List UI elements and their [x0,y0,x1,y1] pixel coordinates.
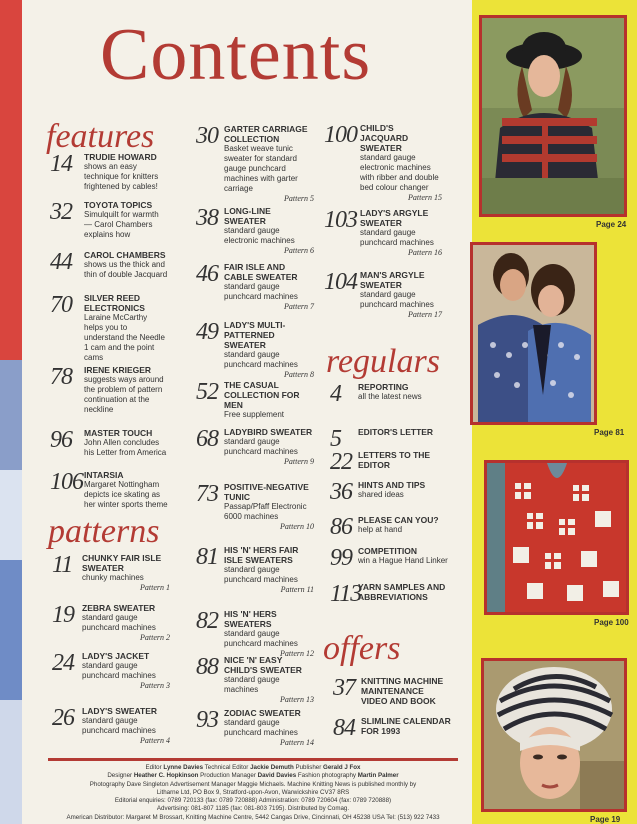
contents-entry [330,514,448,540]
page-number: 4 [330,381,341,407]
entry-title: HINTS AND TIPS [358,480,426,490]
contents-entry [333,676,451,706]
credits-rule [48,758,458,761]
entry-description: standard gauge machines [224,675,280,694]
pattern-number: Pattern 5 [284,194,314,203]
photo-page-100 [484,460,629,615]
contents-entry [50,470,168,510]
entry-description: standard gauge punchcard machines [224,718,298,737]
pattern-number: Pattern 16 [408,248,442,257]
contents-entry [196,320,314,380]
entry-title: POSITIVE-NEGATIVE TUNIC [224,482,309,502]
entry-description: shows us the thick and thin of double Jacquard [84,260,168,279]
entry-description: Laraine McCarthy helps you to understand the Needle 1 cam and the point cams [84,313,165,362]
pattern-number: Pattern 15 [408,193,442,202]
page-number: 78 [50,364,72,390]
page-number: 88 [196,654,218,680]
contents-entry [330,545,448,571]
pattern-number: Pattern 11 [280,585,314,594]
entry-description: standard gauge punchcard machines [360,228,434,247]
pattern-number: Pattern 9 [284,457,314,466]
entry-description: John Allen concludes his Letter from America [84,438,167,457]
page-number: 113 [330,581,362,607]
pattern-number: Pattern 3 [140,681,170,690]
entry-title: CHILD'S JACQUARD SWEATER [360,123,409,153]
entry-title: LADY'S ARGYLE SWEATER [360,208,429,228]
pattern-number: Pattern 7 [284,302,314,311]
pattern-number: Pattern 14 [280,738,314,747]
pattern-number: Pattern 6 [284,246,314,255]
page-number: 104 [324,269,357,295]
page-number: 36 [330,479,352,505]
photo-page-19 [481,658,627,812]
contents-entry [330,449,448,475]
entry-description: standard gauge punchcard machines [82,613,156,632]
entry-title: LADY'S JACKET [82,651,150,661]
contents-entry [196,545,314,595]
entry-title: HIS 'N' HERS FAIR ISLE SWEATERS [224,545,299,565]
contents-entry [52,651,170,691]
entry-title: INTARSIA [84,470,124,480]
page-number: 14 [50,151,72,177]
entry-description: standard gauge electronic machines with ribber and double bed colour changer [360,153,439,192]
entry-title: TOYOTA TOPICS [84,200,153,210]
page-number: 5 [330,426,341,452]
entry-title: FAIR ISLE AND CABLE SWEATER [224,262,298,282]
entry-title: GARTER CARRIAGE COLLECTION [224,124,308,144]
contents-entry [196,427,314,467]
contents-entry [196,609,314,659]
entry-title: LADY'S MULTI-PATTERNED SWEATER [224,320,286,350]
entry-description: all the latest news [358,392,422,401]
entry-title: LETTERS TO THE EDITOR [358,450,431,470]
section-patterns: patterns [48,513,160,550]
entry-description: chunky machines [82,573,144,582]
page-number: 46 [196,261,218,287]
entry-description: win a Hague Hand Linker [358,556,448,565]
entry-title: CHUNKY FAIR ISLE SWEATER [82,553,162,573]
entry-description: suggests ways around the problem of pattern continuation at the neckline [84,375,164,414]
jacquard-sweater-photo [487,463,626,612]
page-number: 81 [196,544,218,570]
entry-description: shows an easy technique for knitters frightened by cables! [84,162,159,191]
entry-description: standard gauge punchcard machines [224,565,298,584]
contents-entry [324,270,442,320]
page-number: 52 [196,379,218,405]
contents-entry [50,428,168,458]
pattern-number: Pattern 12 [280,649,314,658]
caption-page-81: Page 81 [594,428,625,437]
woman-in-hat-photo [482,18,624,214]
contents-entry [196,262,314,312]
entry-description: help at hand [358,525,403,534]
entry-description: standard gauge punchcard machines [82,661,156,680]
contents-entry [196,380,314,420]
contents-entry [330,426,448,452]
contents-entry [52,706,170,746]
page-number: 103 [324,207,357,233]
page-number: 82 [196,608,218,634]
credits: Editor Lynne Davies Technical Editor Jackie Demuth Publisher Gerald J Fox Designer Heather C. Hopkinson Production Manager David Davies Fashion photography Martin Palmer Photography Dave Singleton Advertisement Manager Maggie Michaels. Machine Knitting News is published monthly by Litharne Ltd, PO Box 9, Stratford-upon-Avon, Warwickshire CV37 8RS Editorial enquiries: 0789 720133 (fax: 0789 720888) Administration: 0789 720604 (fax: 0789 720888) Advertising: 081-807 1185 (fax: 081-803 7195). Distributed by Comag. American Distributor: Margaret M Brossart, Knitting Machine Centre, 5442 Cangas Drive, Cincinnati, OH 45238 USA Tel: (513) 922 7433 [66,764,440,821]
entry-title: TRUDIE HOWARD [84,152,157,162]
page-number: 84 [333,715,355,741]
entry-title: CAROL CHAMBERS [84,250,166,260]
entry-description: standard gauge punchcard machines [360,290,434,309]
section-regulars: regulars [326,343,440,380]
entry-title: THE CASUAL COLLECTION FOR MEN [224,380,300,410]
page-number: 100 [324,122,357,148]
entry-description: Basket weave tunic sweater for standard gauge punchcard machines with garter carriage [224,144,298,193]
entry-title: SLIMLINE CALENDAR FOR 1993 [361,716,451,736]
contents-entry [196,482,314,532]
entry-description: Passap/Pfaff Electronic 6000 machines [224,502,307,521]
caption-page-19: Page 19 [590,815,621,824]
page-number: 37 [333,675,355,701]
pattern-number: Pattern 17 [408,310,442,319]
pattern-number: Pattern 13 [280,695,314,704]
entry-title: IRENE KRIEGER [84,365,152,375]
page-number: 22 [330,449,352,475]
entry-title: LADYBIRD SWEATER [224,427,313,437]
entry-description: standard gauge punchcard machines [224,629,298,648]
contents-entry [324,208,442,258]
page-number: 11 [52,552,73,578]
page-number: 38 [196,205,218,231]
photo-page-81 [470,242,597,425]
page-number: 44 [50,249,72,275]
entry-title: SILVER REED ELECTRONICS [84,293,145,313]
page-number: 70 [50,292,72,318]
entry-title: MASTER TOUCH [84,428,153,438]
entry-title: COMPETITION [358,546,418,556]
caption-page-24: Page 24 [596,220,627,229]
entry-description: Free supplement [224,410,285,419]
section-features: features [46,118,155,155]
pattern-number: Pattern 8 [284,370,314,379]
entry-title: ZEBRA SWEATER [82,603,156,613]
contents-entry [50,152,168,192]
contents-entry [50,293,168,363]
page-number: 86 [330,514,352,540]
entry-title: MAN'S ARGYLE SWEATER [360,270,425,290]
entry-title: LONG-LINE SWEATER [224,206,271,226]
page-number: 96 [50,427,72,453]
page-title: Contents [100,14,372,96]
entry-title: KNITTING MACHINE MAINTENANCE VIDEO AND BOOK [361,676,444,706]
caption-page-100: Page 100 [594,618,629,627]
pattern-number: Pattern 2 [140,633,170,642]
contents-entry [50,250,168,280]
contents-entry [330,581,448,607]
entry-title: EDITOR'S LETTER [358,427,434,437]
page-number: 30 [196,123,218,149]
contents-entry [196,655,314,705]
pattern-number: Pattern 10 [280,522,314,531]
entry-description: standard gauge electronic machines [224,226,295,245]
contents-entry [50,200,168,240]
contents-entry [324,123,442,203]
page-number: 73 [196,481,218,507]
contents-entry [196,124,314,204]
contents-entry [330,479,448,505]
page-number: 93 [196,707,218,733]
pattern-number: Pattern 1 [140,583,170,592]
entry-title: NICE 'N' EASY CHILD'S SWEATER [224,655,302,675]
entry-title: ZODIAC SWEATER [224,708,301,718]
contents-entry [52,553,170,593]
contents-entry [196,206,314,256]
entry-description: standard gauge punchcard machines [224,437,298,456]
page-number: 26 [52,705,74,731]
magazine-binding [0,0,22,824]
section-offers: offers [323,630,401,667]
woman-striped-turban-photo [484,661,624,809]
entry-description: shared ideas [358,490,404,499]
couple-photo [473,245,594,422]
entry-description: standard gauge punchcard machines [224,350,298,369]
entry-description: standard gauge punchcard machines [82,716,156,735]
contents-entry [333,715,451,741]
page-number: 106 [50,469,83,495]
page-number: 32 [50,199,72,225]
entry-description: Margaret Nottingham depicts ice skating as her winter sports theme [84,480,168,509]
page-number: 68 [196,426,218,452]
entry-description: standard gauge punchcard machines [224,282,298,301]
entry-description: Simulquilt for warmth — Carol Chambers explains how [84,210,159,239]
page-number: 99 [330,545,352,571]
page-number: 24 [52,650,74,676]
contents-entry [196,708,314,748]
entry-title: LADY'S SWEATER [82,706,158,716]
page-number: 19 [52,602,74,628]
entry-title: HIS 'N' HERS SWEATERS [224,609,277,629]
photo-page-24 [479,15,627,217]
entry-title: REPORTING [358,382,409,392]
contents-entry [50,365,168,415]
entry-title: PLEASE CAN YOU? [358,515,439,525]
entry-title: YARN SAMPLES AND ABBREVIATIONS [358,582,446,602]
contents-entry [52,603,170,643]
contents-entry [330,381,448,407]
pattern-number: Pattern 4 [140,736,170,745]
page-number: 49 [196,319,218,345]
